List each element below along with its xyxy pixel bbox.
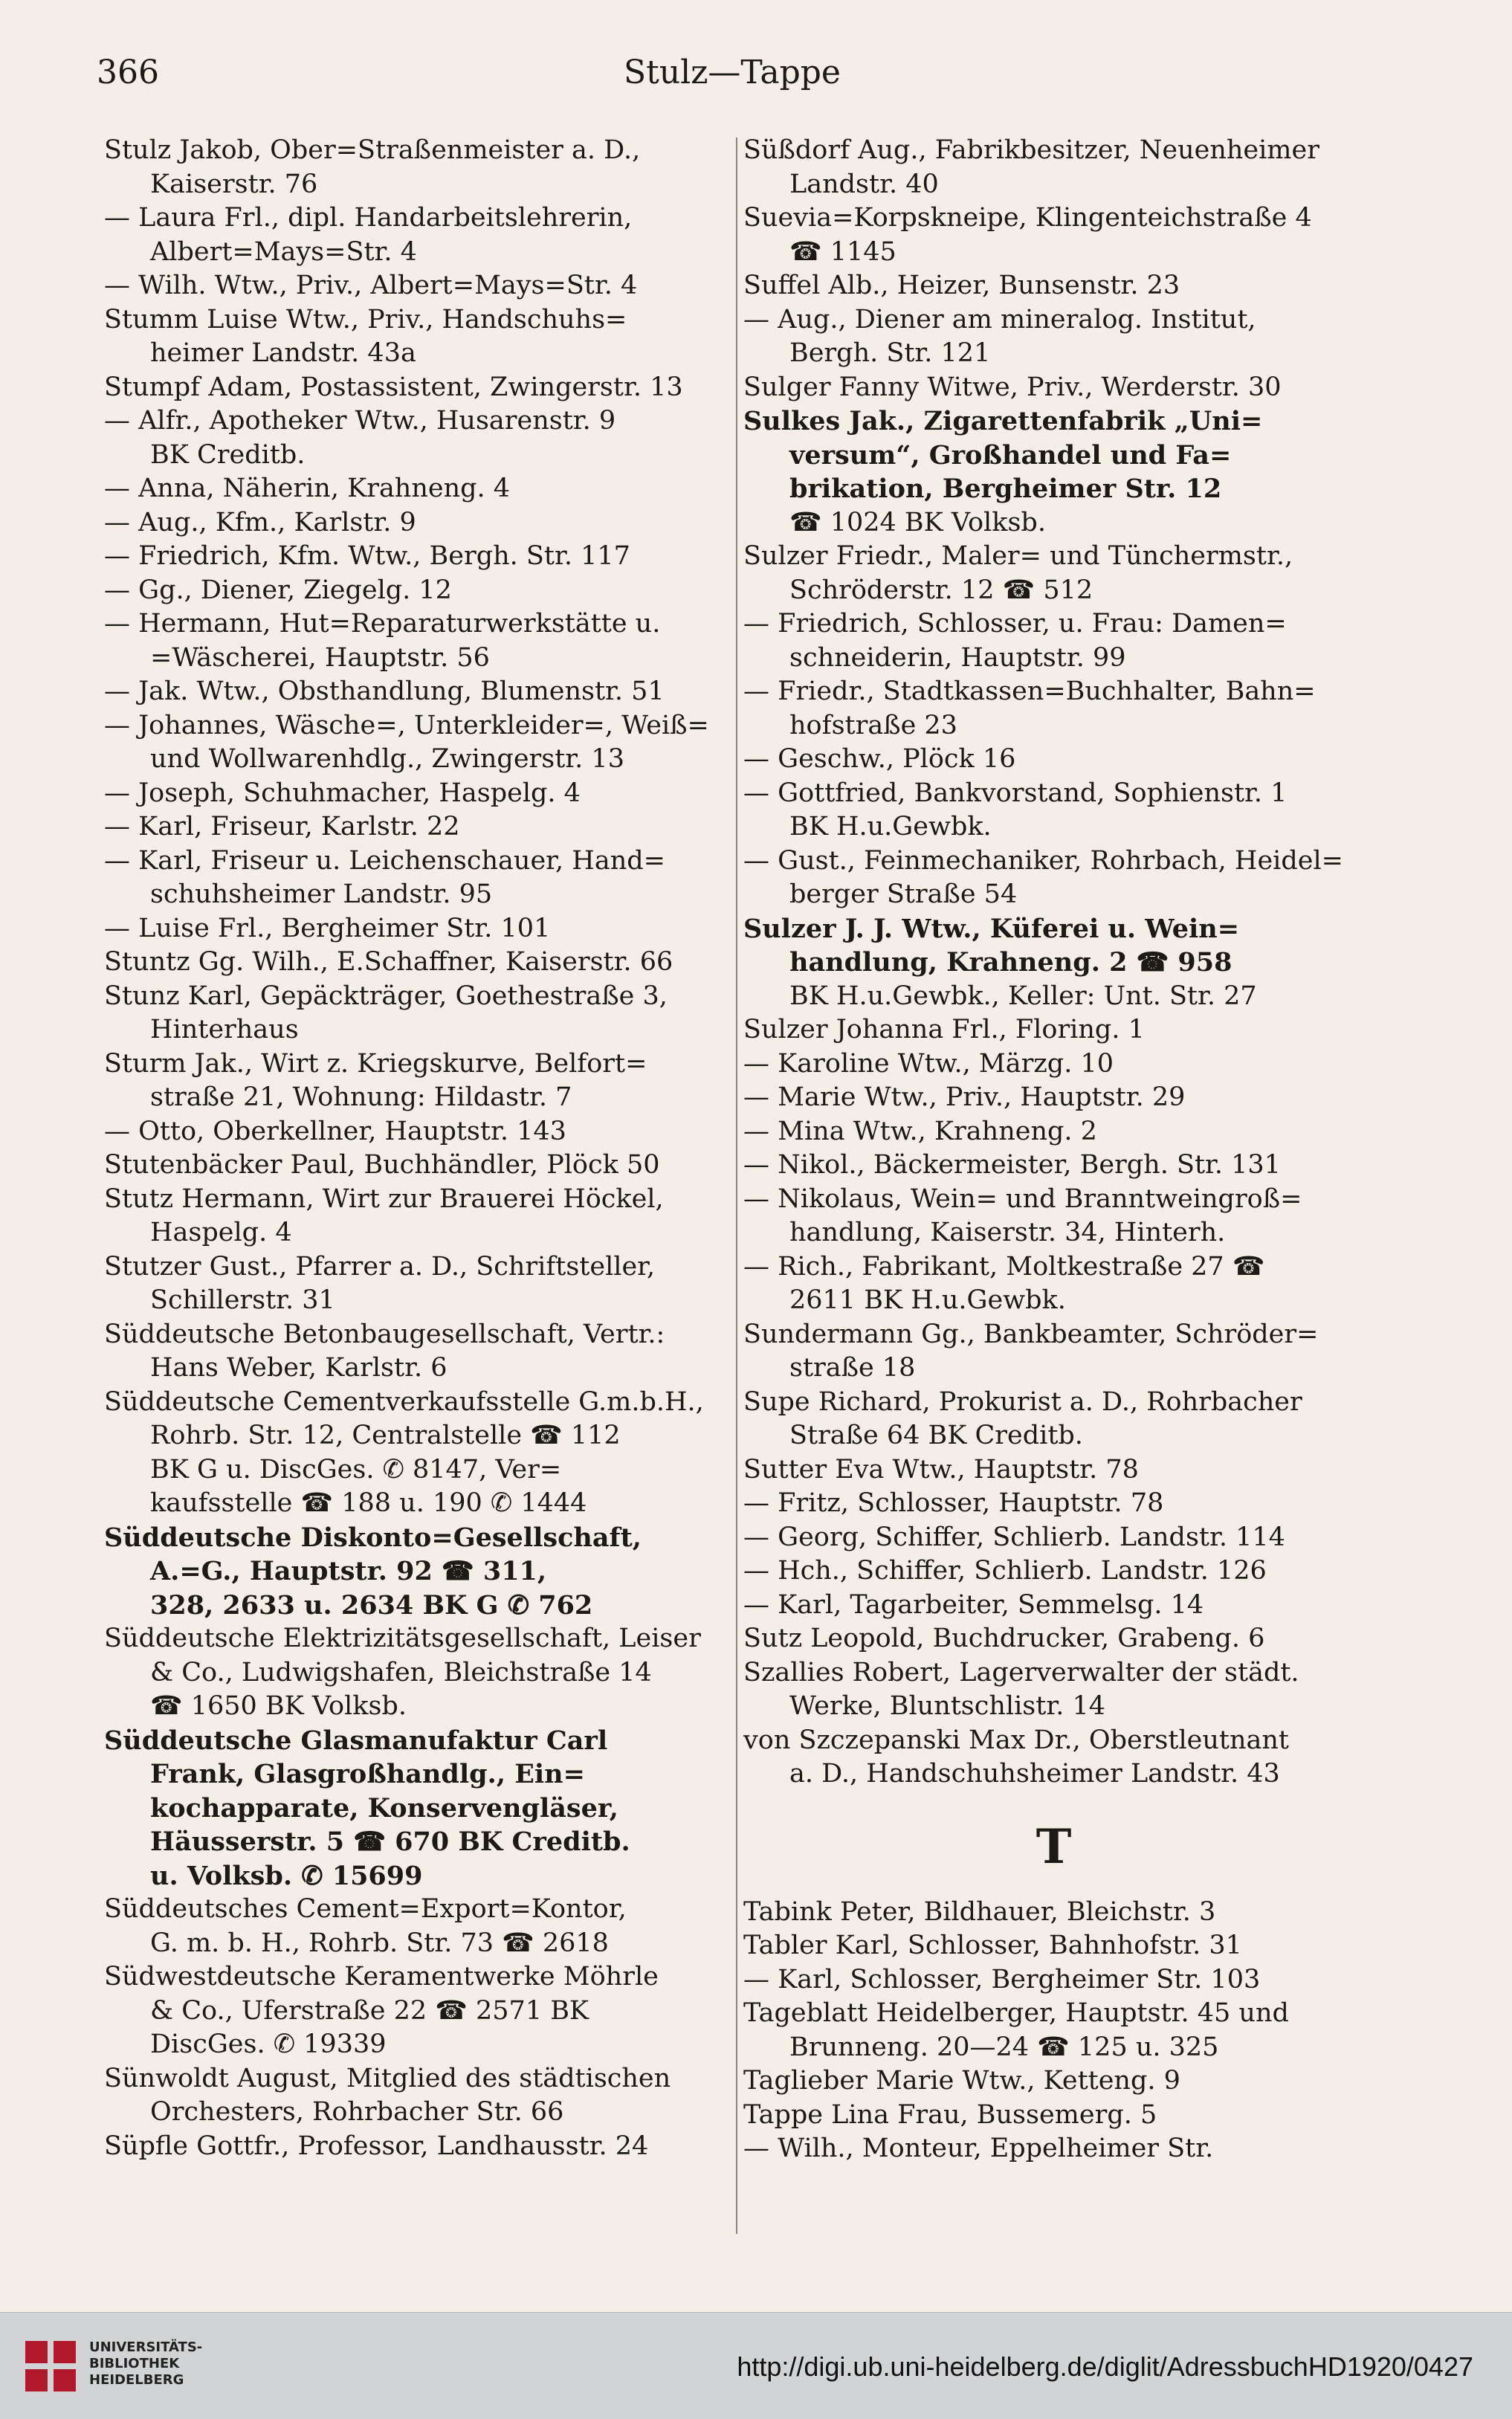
directory-line: — Wilh. Wtw., Priv., Albert=Mays=Str. 4 [104,271,638,300]
directory-line: Landstr. 40 [789,169,939,199]
directory-line: BK G u. DiscGes. ✆ 8147, Ver= [150,1454,562,1485]
library-name-line: HEIDELBERG [89,2372,184,2388]
directory-line: Südwestdeutsche Keramentwerke Möhrle [104,1962,659,1992]
library-logo-icon [21,2336,80,2396]
directory-line: — Friedr., Stadtkassen=Buchhalter, Bahn= [743,676,1316,706]
directory-line: straße 18 [789,1353,916,1383]
directory-line: berger Straße 54 [789,879,1018,909]
directory-line: — Wilh., Monteur, Eppelheimer Str. [743,2134,1214,2163]
directory-line: Stumm Luise Wtw., Priv., Handschuhs= [104,304,627,335]
directory-line: — Georg, Schiffer, Schlierb. Landstr. 114 [743,1522,1285,1552]
directory-line: Hinterhaus [150,1015,299,1044]
directory-line: 2611 BK H.u.Gewbk. [789,1285,1066,1315]
directory-line: Straße 64 BK Creditb. [789,1421,1083,1450]
running-header [97,43,1368,103]
directory-line: brikation, Bergheimer Str. 12 [789,474,1222,504]
directory-line: kochapparate, Konservengläser, [150,1792,618,1824]
directory-line: Sünwoldt August, Mitglied des städtischen [104,2063,671,2093]
directory-line: Stuntz Gg. Wilh., E.Schaffner, Kaiserstr. 66 [104,947,673,977]
directory-line: Albert=Mays=Str. 4 [150,236,417,267]
directory-line: — Rich., Fabrikant, Moltkestraße 27 ☎ [743,1251,1265,1282]
directory-line: — Friedrich, Kfm. Wtw., Bergh. Str. 117 [104,541,630,571]
directory-line: Taglieber Marie Wtw., Ketteng. 9 [743,2066,1180,2096]
directory-line: Sulzer Friedr., Maler= und Tünchermstr., [743,541,1293,571]
directory-line: u. Volksb. ✆ 15699 [150,1860,423,1891]
directory-line: Hans Weber, Karlstr. 6 [150,1353,448,1383]
directory-line: heimer Landstr. 43a [150,338,416,368]
directory-line: — Nikol., Bäckermeister, Bergh. Str. 131 [743,1150,1281,1180]
directory-line: Süpfle Gottfr., Professor, Landhausstr. 24 [104,2131,649,2161]
directory-line: Sulzer Johanna Frl., Floring. 1 [743,1015,1145,1044]
directory-line: BK H.u.Gewbk., Keller: Unt. Str. 27 [789,981,1257,1011]
directory-line: — Fritz, Schlosser, Hauptstr. 78 [743,1488,1164,1518]
directory-line: Schröderstr. 12 ☎ 512 [789,575,1093,605]
directory-line: Stutzer Gust., Pfarrer a. D., Schriftsteller, [104,1251,656,1282]
directory-line: Rohrb. Str. 12, Centralstelle ☎ 112 [150,1421,621,1450]
directory-line: Häusserstr. 5 ☎ 670 BK Creditb. [150,1827,630,1857]
directory-line: BK Creditb. [150,439,306,470]
directory-line: hofstraße 23 [789,710,957,740]
directory-line: — Anna, Näherin, Krahneng. 4 [104,474,511,503]
directory-line: 328, 2633 u. 2634 BK G ✆ 762 [150,1589,593,1621]
section-letter: T [1036,1818,1072,1875]
directory-line: — Karoline Wtw., Märzg. 10 [743,1048,1114,1079]
directory-line: Haspelg. 4 [150,1218,292,1247]
right-column [743,134,1364,2275]
directory-line: Stunz Karl, Gepäckträger, Goethestraße 3, [104,981,668,1011]
directory-line: schuhsheimer Landstr. 95 [150,879,493,909]
directory-line: Tabink Peter, Bildhauer, Bleichstr. 3 [743,1896,1216,1927]
page-number: 366 [97,54,159,91]
directory-line: Szallies Robert, Lagerverwalter der städt. [743,1657,1299,1688]
directory-line: — Karl, Schlosser, Bergheimer Str. 103 [743,1964,1261,1995]
directory-line: ☎ 1024 BK Volksb. [789,507,1046,537]
directory-line: Tappe Lina Frau, Bussemerg. 5 [743,2099,1157,2130]
library-name-line: BIBLIOTHEK [89,2356,180,2371]
directory-line: & Co., Ludwigshafen, Bleichstraße 14 [150,1657,652,1688]
directory-line: — Aug., Diener am mineralog. Institut, [743,304,1256,335]
directory-line: BK H.u.Gewbk. [789,812,992,842]
directory-line: & Co., Uferstraße 22 ☎ 2571 BK [150,1995,589,2026]
directory-line: Sutz Leopold, Buchdrucker, Grabeng. 6 [743,1624,1265,1653]
directory-line: versum“, Großhandel und Fa= [789,439,1232,471]
directory-line: Stumpf Adam, Postassistent, Zwingerstr. 13 [104,372,683,402]
directory-line: Tabler Karl, Schlosser, Bahnhofstr. 31 [743,1931,1242,1960]
directory-line: Suffel Alb., Heizer, Bunsenstr. 23 [743,271,1180,300]
directory-line: — Hermann, Hut=Reparaturwerkstätte u. [104,609,661,639]
directory-line: — Marie Wtw., Priv., Hauptstr. 29 [743,1082,1186,1112]
directory-line: Sulger Fanny Witwe, Priv., Werderstr. 30 [743,372,1282,402]
directory-line: Süßdorf Aug., Fabrikbesitzer, Neuenheimer [743,135,1319,165]
directory-line: — Karl, Friseur, Karlstr. 22 [104,812,460,842]
directory-line: — Gottfried, Bankvorstand, Sophienstr. 1 [743,778,1288,808]
directory-line: — Gust., Feinmechaniker, Rohrbach, Heidel= [743,845,1343,876]
directory-line: Stutenbäcker Paul, Buchhändler, Plöck 50 [104,1150,660,1180]
directory-line: Süddeutsche Betonbaugesellschaft, Vertr.: [104,1319,665,1349]
directory-line: Sundermann Gg., Bankbeamter, Schröder= [743,1319,1319,1349]
directory-line: kaufsstelle ☎ 188 u. 190 ✆ 1444 [150,1488,587,1518]
directory-line: handlung, Kaiserstr. 34, Hinterh. [789,1218,1226,1247]
directory-line: — Johannes, Wäsche=, Unterkleider=, Weiß= [104,710,709,740]
library-name [89,2339,202,2389]
directory-line: Süddeutsche Diskonto=Gesellschaft, [104,1522,642,1553]
directory-line: Kaiserstr. 76 [150,169,318,199]
directory-line: Orchesters, Rohrbacher Str. 66 [150,2097,564,2127]
directory-line: von Szczepanski Max Dr., Oberstleutnant [743,1725,1289,1755]
directory-line: — Friedrich, Schlosser, u. Frau: Damen= [743,609,1287,639]
directory-line: — Aug., Kfm., Karlstr. 9 [104,507,416,537]
directory-line: — Joseph, Schuhmacher, Haspelg. 4 [104,778,581,808]
column-divider [736,138,737,2234]
directory-line: Süddeutsches Cement=Export=Kontor, [104,1894,627,1924]
directory-line: Schillerstr. 31 [150,1285,335,1315]
directory-line: Süddeutsche Elektrizitätsgesellschaft, Leiser [104,1624,701,1653]
library-name-line: UNIVERSITÄTS- [89,2339,203,2355]
left-column [104,134,714,2275]
directory-line: Sutter Eva Wtw., Hauptstr. 78 [743,1454,1139,1485]
directory-line: — Jak. Wtw., Obsthandlung, Blumenstr. 51 [104,676,665,706]
directory-line: G. m. b. H., Rohrb. Str. 73 ☎ 2618 [150,1928,609,1958]
directory-line: Sulkes Jak., Zigarettenfabrik „Uni= [743,406,1263,436]
directory-line: — Gg., Diener, Ziegelg. 12 [104,575,452,605]
directory-line: Stulz Jakob, Ober=Straßenmeister a. D., [104,135,641,165]
directory-line: schneiderin, Hauptstr. 99 [789,642,1126,673]
directory-line: straße 21, Wohnung: Hildastr. 7 [150,1082,572,1112]
directory-line: DiscGes. ✆ 19339 [150,2029,387,2059]
directory-line: — Karl, Tagarbeiter, Semmelsg. 14 [743,1589,1204,1620]
source-url-link[interactable]: http://digi.ub.uni-heidelberg.de/diglit/AdressbuchHD1920/0427 [737,2351,1473,2382]
directory-line: — Alfr., Apotheker Wtw., Husarenstr. 9 [104,406,616,436]
directory-line: — Hch., Schiffer, Schlierb. Landstr. 126 [743,1556,1267,1586]
directory-line: Süddeutsche Cementverkaufsstelle G.m.b.H., [104,1386,704,1417]
directory-line: Stutz Hermann, Wirt zur Brauerei Höckel, [104,1183,664,1214]
viewer-footer [0,2312,1512,2419]
directory-line: Sulzer J. J. Wtw., Küferei u. Wein= [743,913,1240,944]
directory-line: Supe Richard, Prokurist a. D., Rohrbacher [743,1386,1302,1417]
directory-line: — Mina Wtw., Krahneng. 2 [743,1116,1097,1146]
directory-line: ☎ 1145 [789,236,896,267]
directory-line: Suevia=Korpskneipe, Klingenteichstraße 4 [743,203,1312,233]
directory-line: Sturm Jak., Wirt z. Kriegskurve, Belfort= [104,1048,647,1079]
directory-line: Bergh. Str. 121 [789,338,991,368]
directory-line: Brunneng. 20—24 ☎ 125 u. 325 [789,2032,1219,2062]
directory-line: — Otto, Oberkellner, Hauptstr. 143 [104,1116,566,1146]
directory-line: ☎ 1650 BK Volksb. [150,1691,407,1721]
running-title: Stulz—Tappe [624,54,841,91]
directory-line: a. D., Handschuhsheimer Landstr. 43 [789,1759,1280,1789]
directory-line: Frank, Glasgroßhandlg., Ein= [150,1759,585,1789]
directory-line: — Luise Frl., Bergheimer Str. 101 [104,913,551,943]
directory-line: A.=G., Hauptstr. 92 ☎ 311, [150,1556,547,1586]
directory-line: Tageblatt Heidelberger, Hauptstr. 45 und [743,1998,1289,2028]
directory-line: — Karl, Friseur u. Leichenschauer, Hand= [104,845,665,876]
directory-line: Werke, Bluntschlistr. 14 [789,1691,1105,1721]
directory-line: =Wäscherei, Hauptstr. 56 [150,642,490,673]
directory-line: — Nikolaus, Wein= und Branntweingroß= [743,1183,1302,1214]
directory-line: handlung, Krahneng. 2 ☎ 958 [789,947,1232,978]
directory-line: und Wollwarenhdlg., Zwingerstr. 13 [150,744,624,774]
directory-line: Süddeutsche Glasmanufaktur Carl [104,1725,608,1756]
directory-line: — Geschw., Plöck 16 [743,744,1016,774]
directory-line: — Laura Frl., dipl. Handarbeitslehrerin, [104,203,633,233]
